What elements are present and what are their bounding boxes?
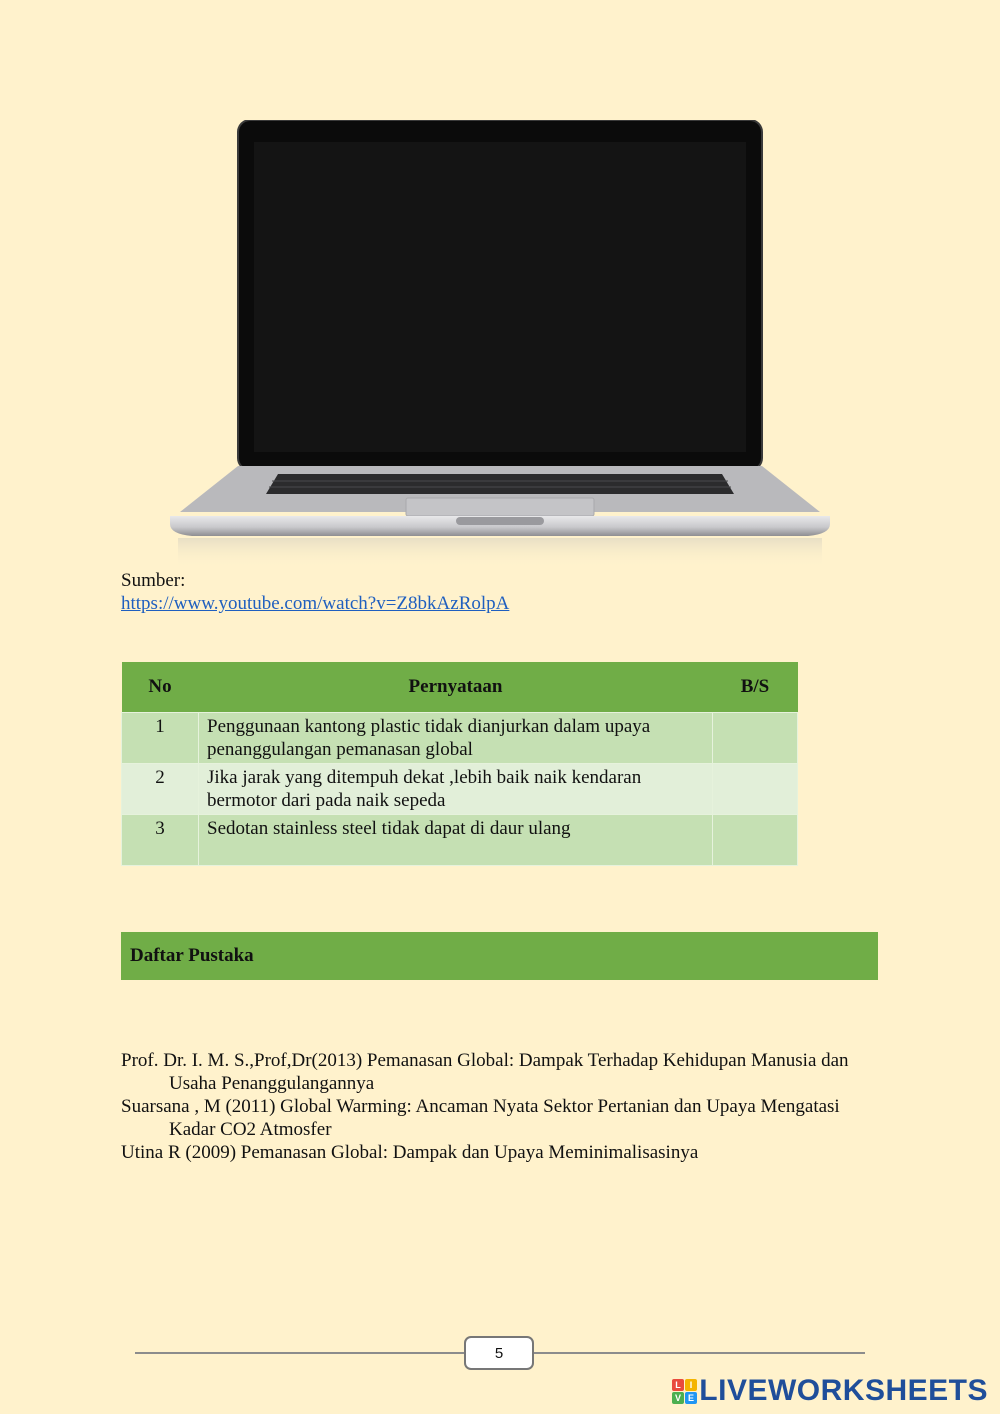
- reference-list: [121, 1049, 881, 1164]
- footer-divider-right: [533, 1352, 865, 1354]
- row-number: 3: [122, 815, 199, 866]
- logo-letter: I: [685, 1379, 697, 1391]
- laptop-image: [168, 120, 832, 570]
- row-number: 1: [122, 713, 199, 764]
- reference-item: Prof. Dr. I. M. S.,Prof,Dr(2013) Pemanasan Global: Dampak Terhadap Kehidupan Manusia dan Usaha Penanggulangannya: [121, 1050, 849, 1094]
- header-statement: Pernyataan: [199, 662, 713, 713]
- table-row: [122, 764, 798, 815]
- row-number: 2: [122, 764, 199, 815]
- section-header: [121, 932, 878, 980]
- logo-letter: L: [672, 1379, 684, 1391]
- source-label: Sumber:: [121, 570, 186, 591]
- page-number: [464, 1336, 534, 1370]
- row-statement: Jika jarak yang ditempuh dekat ,lebih baik naik kendaran bermotor dari pada naik sepeda: [199, 764, 713, 815]
- logo-letter: E: [685, 1392, 697, 1404]
- answer-cell[interactable]: [713, 764, 798, 815]
- answer-cell[interactable]: [713, 713, 798, 764]
- logo-letter: V: [672, 1392, 684, 1404]
- row-statement: Sedotan stainless steel tidak dapat di daur ulang: [199, 815, 713, 866]
- header-no: No: [122, 662, 199, 713]
- reference-item: Utina R (2009) Pemanasan Global: Dampak dan Upaya Meminimalisasinya: [121, 1142, 699, 1163]
- answer-cell[interactable]: [713, 815, 798, 866]
- table-row: [122, 815, 798, 866]
- section-title: Daftar Pustaka: [130, 945, 254, 966]
- header-bs: B/S: [713, 662, 798, 713]
- brand-name: LIVEWORKSHEETS: [699, 1374, 988, 1407]
- footer-divider-left: [135, 1352, 465, 1354]
- brand-logo: [672, 1374, 988, 1408]
- statement-table: [121, 662, 798, 866]
- table-row: [122, 713, 798, 764]
- row-statement: Penggunaan kantong plastic tidak dianjurkan dalam upaya penanggulangan pemanasan global: [199, 713, 713, 764]
- liveworksheets-icon: [672, 1379, 697, 1404]
- source-link[interactable]: https://www.youtube.com/watch?v=Z8bkAzRolpA: [121, 593, 510, 614]
- page-number-text: 5: [494, 1344, 504, 1362]
- reference-item: Suarsana , M (2011) Global Warming: Ancaman Nyata Sektor Pertanian dan Upaya Mengatasi Kadar CO2 Atmosfer: [121, 1096, 840, 1140]
